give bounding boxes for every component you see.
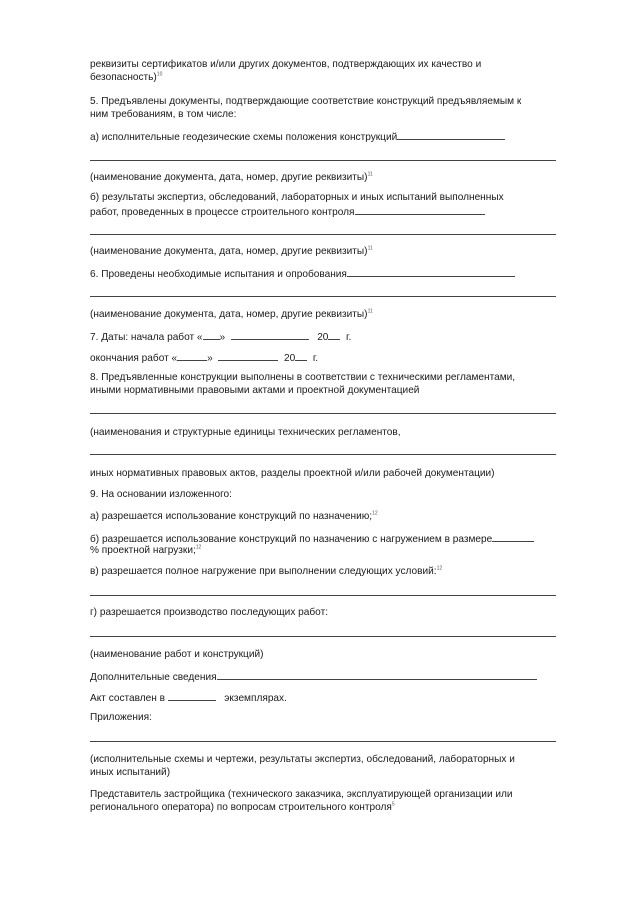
fill-line[interactable] [90, 160, 556, 161]
item-9g: г) разрешается производство последующих работ: [90, 607, 328, 618]
representative: Представитель застройщика (технического заказчика, эксплуатирующей организации или [90, 789, 513, 800]
caption: (наименование работ и конструкций) [90, 649, 264, 660]
section-5-heading: ним требованиям, в том числе: [90, 109, 237, 120]
year-field[interactable] [295, 350, 307, 361]
footnote-mark: 12 [195, 544, 202, 551]
copies-line: Акт составлен в экземплярах. [90, 690, 287, 705]
fill-line[interactable] [90, 741, 556, 742]
section-8: 8. Предъявленные конструкции выполнены в соответствии с техническими регламентами, [90, 372, 516, 383]
doc-line: реквизиты сертификатов и/или других документов, подтверждающих их качество и [90, 59, 482, 70]
day-field[interactable] [203, 329, 220, 340]
section-9: 9. На основании изложенного: [90, 489, 232, 500]
attachments-label: Приложения: [90, 712, 152, 723]
month-field[interactable] [218, 350, 278, 361]
section-7-start: 7. Даты: начала работ « » 20 г. [90, 329, 351, 344]
doc-line: безопасность)$^{10}$ [90, 71, 163, 83]
section-8: иными нормативными правовыми актами и проектной документацией [90, 385, 420, 396]
caption: иных нормативных правовых актов, разделы проектной и/или рабочей документации) [90, 468, 495, 479]
section-6: 6. Проведены необходимые испытания и опробования [90, 266, 515, 281]
year-field[interactable] [328, 329, 340, 340]
fill-line[interactable] [90, 296, 556, 297]
item-9a: а) разрешается использование конструкций по назначению;$^{12}$ [90, 510, 378, 522]
fill-line[interactable] [90, 234, 556, 235]
fill-field[interactable] [347, 266, 515, 277]
section-5-heading: 5. Предъявлены документы, подтверждающие соответствие конструкций предъявляемым к [90, 96, 522, 107]
day-field[interactable] [177, 350, 207, 361]
item-5b: работ, проведенных в процессе строительного контроля [90, 204, 485, 219]
fill-line[interactable] [90, 413, 556, 414]
section-7-end: окончания работ « » 20 г. [90, 350, 318, 365]
caption: (наименования и структурные единицы технических регламентов, [90, 427, 401, 438]
fill-field[interactable] [397, 129, 505, 140]
footnote-mark: 12 [372, 510, 378, 517]
fill-line[interactable] [90, 454, 556, 455]
item-5b: б) результаты экспертиз, обследований, лабораторных и иных испытаний выполненных [90, 192, 504, 203]
fill-field[interactable] [355, 204, 485, 215]
item-9b: б) разрешается использование конструкций по назначению с нагружением в размере [90, 531, 534, 546]
caption: (наименование документа, дата, номер, другие реквизиты)$^{11}$ [90, 171, 373, 183]
footnote-mark: 10 [156, 71, 163, 78]
caption: иных испытаний) [90, 767, 171, 778]
item-9v: в) разрешается полное нагружение при выполнении следующих условий:$^{12}$ [90, 565, 443, 577]
additional-info: Дополнительные сведения [90, 669, 537, 684]
footnote-mark: 5 [391, 801, 395, 808]
fill-line[interactable] [90, 595, 556, 596]
fill-line[interactable] [90, 636, 556, 637]
fill-field[interactable] [492, 531, 534, 542]
copies-field[interactable] [168, 690, 216, 701]
caption: (наименование документа, дата, номер, другие реквизиты)$^{11}$ [90, 245, 373, 257]
item-9b: % проектной нагрузки;$^{12}$ [90, 544, 202, 556]
footnote-mark: 12 [436, 565, 443, 572]
caption: (наименование документа, дата, номер, другие реквизиты)$^{11}$ [90, 308, 373, 320]
footnote-mark: 11 [367, 171, 373, 178]
footnote-mark: 11 [367, 245, 373, 252]
month-field[interactable] [231, 329, 309, 340]
caption: (исполнительные схемы и чертежи, результаты экспертиз, обследований, лабораторных и [90, 754, 515, 765]
fill-field[interactable] [217, 669, 537, 680]
representative: регионального оператора) по вопросам строительного контроля$^5$ [90, 801, 395, 813]
footnote-mark: 11 [367, 308, 373, 315]
item-5a: а) исполнительные геодезические схемы положения конструкций [90, 129, 505, 144]
